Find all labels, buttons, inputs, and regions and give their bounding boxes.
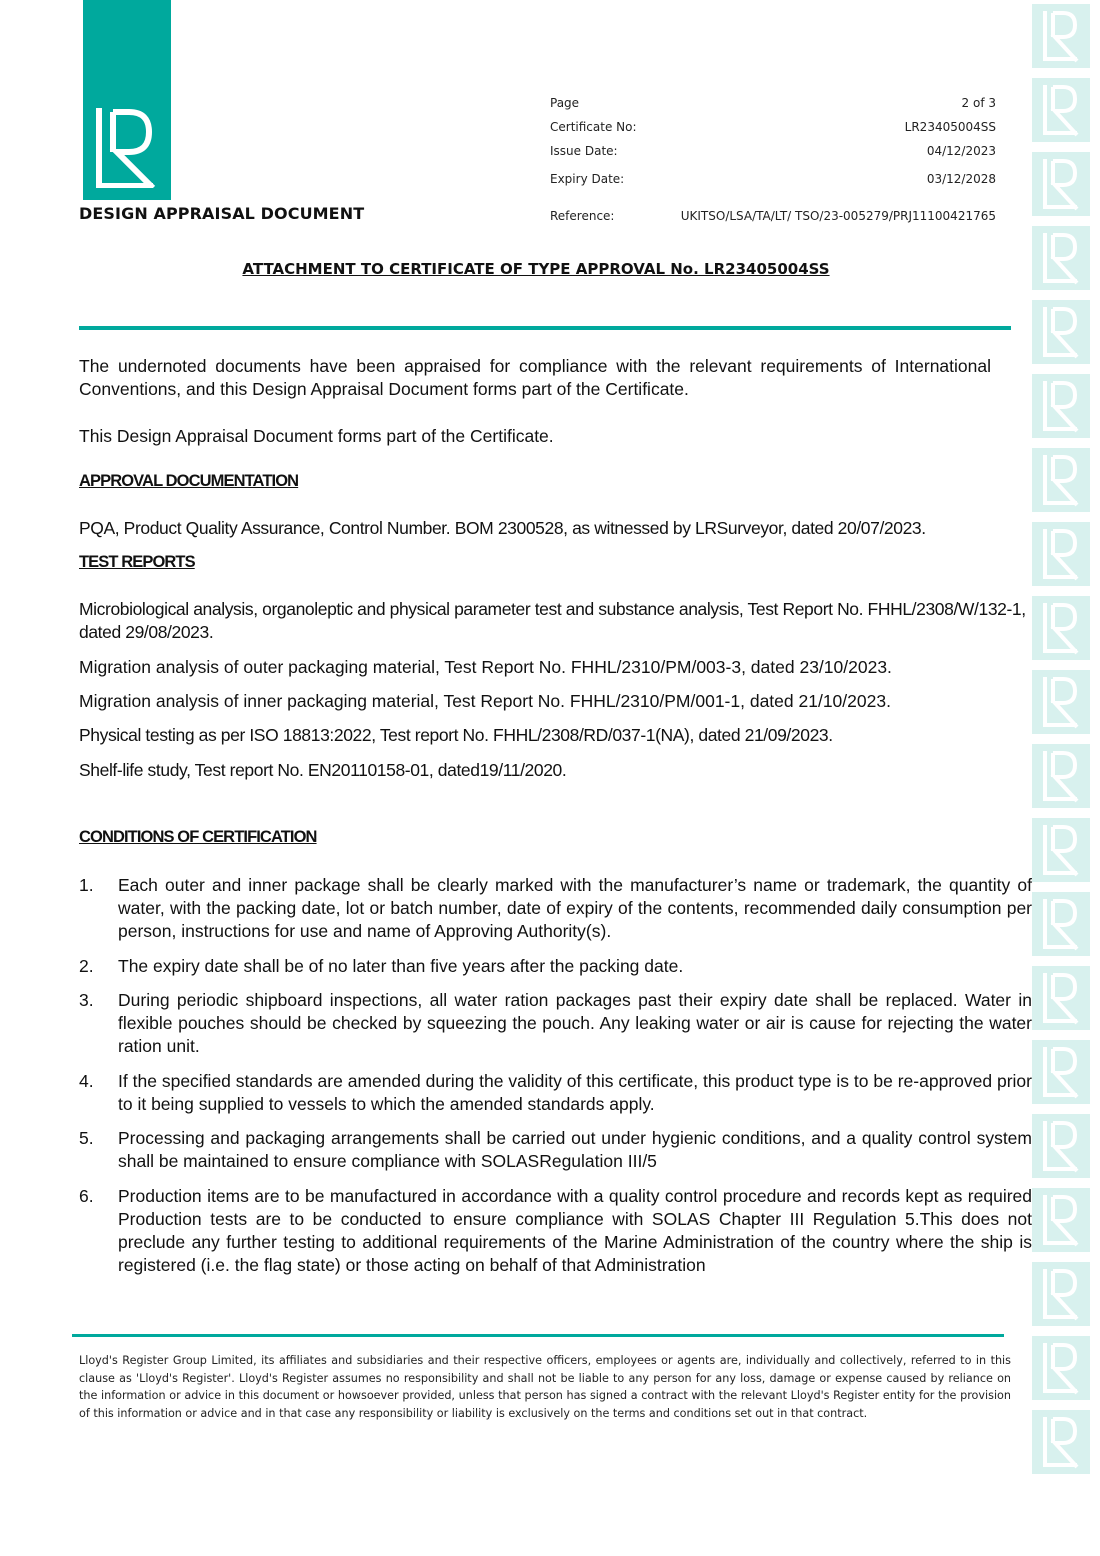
lr-watermark-icon	[1032, 226, 1090, 290]
condition-number: 4.	[79, 1071, 94, 1091]
lr-watermark-icon	[1032, 448, 1090, 512]
lr-watermark-icon	[1032, 818, 1090, 882]
test-reports-heading: TEST REPORTS	[79, 553, 195, 571]
lr-watermark-icon	[1032, 1114, 1090, 1178]
lr-watermark-icon	[1032, 1336, 1090, 1400]
condition-text: Each outer and inner package shall be clearly marked with the manufacturer’s name or trademark, the quantity of water, with the packing date, lot or batch number, date of expiry of the contents, recommended daily consumption per person, instructions for use and name of Approving Authority(s).	[118, 875, 1032, 941]
lr-watermark-icon	[1032, 744, 1090, 808]
intro-paragraph: The undernoted documents have been appraised for compliance with the relevant requirements of International Conventions, and this Design Appraisal Document forms part of the Certificate.	[79, 356, 991, 399]
certificate-value: LR23405004SS	[904, 120, 996, 134]
approval-heading: APPROVAL DOCUMENTATION	[79, 472, 299, 490]
top-divider	[79, 326, 1011, 330]
lr-watermark-icon	[1032, 1040, 1090, 1104]
legal-disclaimer: Lloyd's Register Group Limited, its affiliates and subsidiaries and their respective officers, employees or agents are, individually and collectively, referred to in this clause as 'Lloyd's Register'. Lloyd's Register assumes no responsibility and shall not be liable to any person for any loss, damage or expense caused by reliance on the information or advice in this document or howsoever provided, unless that person has signed a contract with the relevant Lloyd's Register entity for the provision of this information or advice and in that case any responsibility or liability is exclusively on the terms and conditions set out in that contract.	[79, 1354, 1011, 1420]
condition-text: During periodic shipboard inspections, all water ration packages past their expiry date shall be replaced. Water in flexible pouches should be checked by squeezing the pouch. Any leaking water or air is cause for rejecting the water ration unit.	[118, 990, 1032, 1056]
page-value: 2 of 3	[961, 96, 996, 110]
bottom-divider	[72, 1334, 1004, 1337]
lr-watermark-icon	[1032, 374, 1090, 438]
lr-watermark-icon	[1032, 1262, 1090, 1326]
lr-watermark-icon	[1032, 670, 1090, 734]
condition-text: If the specified standards are amended during the validity of this certificate, this product type is to be re-approved prior to it being supplied to vessels to which the amended standards apply.	[118, 1071, 1032, 1114]
reference-label: Reference:	[550, 209, 615, 223]
test-report-item: Shelf-life study, Test report No. EN20110158-01, dated19/11/2020.	[79, 760, 567, 780]
test-report-item: Physical testing as per ISO 18813:2022, Test report No. FHHL/2308/RD/037-1(NA), dated 21/09/2023.	[79, 725, 833, 745]
attachment-title: ATTACHMENT TO CERTIFICATE OF TYPE APPROVAL No. LR23405004SS	[242, 260, 830, 278]
lr-watermark-icon	[1032, 1410, 1090, 1474]
intro-note: This Design Appraisal Document forms part of the Certificate.	[79, 426, 554, 446]
lr-watermark-icon	[1032, 300, 1090, 364]
lr-watermark-icon	[1032, 78, 1090, 142]
condition-number: 2.	[79, 956, 94, 976]
condition-text: Processing and packaging arrangements shall be carried out under hygienic conditions, and a quality control system shall be maintained to ensure compliance with SOLASRegulation III/5	[118, 1128, 1032, 1171]
lr-watermark-icon	[1032, 1188, 1090, 1252]
test-report-item: Migration analysis of outer packaging material, Test Report No. FHHL/2310/PM/003-3, dated 23/10/2023.	[79, 657, 892, 677]
reference-value: UKITSO/LSA/TA/LT/ TSO/23-005279/PRJ11100421765	[680, 209, 996, 223]
condition-number: 6.	[79, 1186, 94, 1206]
test-report-item: Microbiological analysis, organoleptic and physical parameter test and substance analysis, Test Report No. FHHL/2308/W/132-1, dated 29/08/2023.	[79, 599, 1026, 642]
lr-logo	[83, 0, 171, 200]
lr-watermark-icon	[1032, 892, 1090, 956]
condition-text: The expiry date shall be of no later than five years after the packing date.	[118, 956, 684, 976]
condition-number: 3.	[79, 990, 94, 1010]
condition-number: 5.	[79, 1128, 94, 1148]
test-report-item: Migration analysis of inner packaging material, Test Report No. FHHL/2310/PM/001-1, dated 21/10/2023.	[79, 691, 891, 711]
issue-date-value: 04/12/2023	[926, 144, 996, 158]
certificate-label: Certificate No:	[550, 120, 637, 134]
condition-text: Production items are to be manufactured in accordance with a quality control procedure and records kept as required Production tests are to be conducted to ensure compliance with SOLAS Chapter III Regulation 5.This does not preclude any further testing to additional requirements of the Marine Administration of the country where the ship is registered (i.e. the flag state) or those acting on behalf of that Administration	[118, 1186, 1032, 1275]
lr-watermark-icon	[1032, 4, 1090, 68]
document-type-label: DESIGN APPRAISAL DOCUMENT	[79, 204, 365, 223]
lr-logo-mark	[93, 108, 161, 188]
expiry-date-label: Expiry Date:	[550, 172, 625, 186]
page-label: Page	[550, 96, 580, 110]
lr-watermark-icon	[1032, 152, 1090, 216]
conditions-heading: CONDITIONS OF CERTIFICATION	[79, 828, 317, 846]
lr-watermark-icon	[1032, 596, 1090, 660]
condition-number: 1.	[79, 875, 94, 895]
expiry-date-value: 03/12/2028	[926, 172, 996, 186]
approval-text: PQA, Product Quality Assurance, Control Number. BOM 2300528, as witnessed by LRSurveyor, dated 20/07/2023.	[79, 518, 926, 538]
lr-watermark-icon	[1032, 966, 1090, 1030]
issue-date-label: Issue Date:	[550, 144, 618, 158]
lr-watermark-icon	[1032, 522, 1090, 586]
watermark-strip	[1032, 0, 1090, 1540]
